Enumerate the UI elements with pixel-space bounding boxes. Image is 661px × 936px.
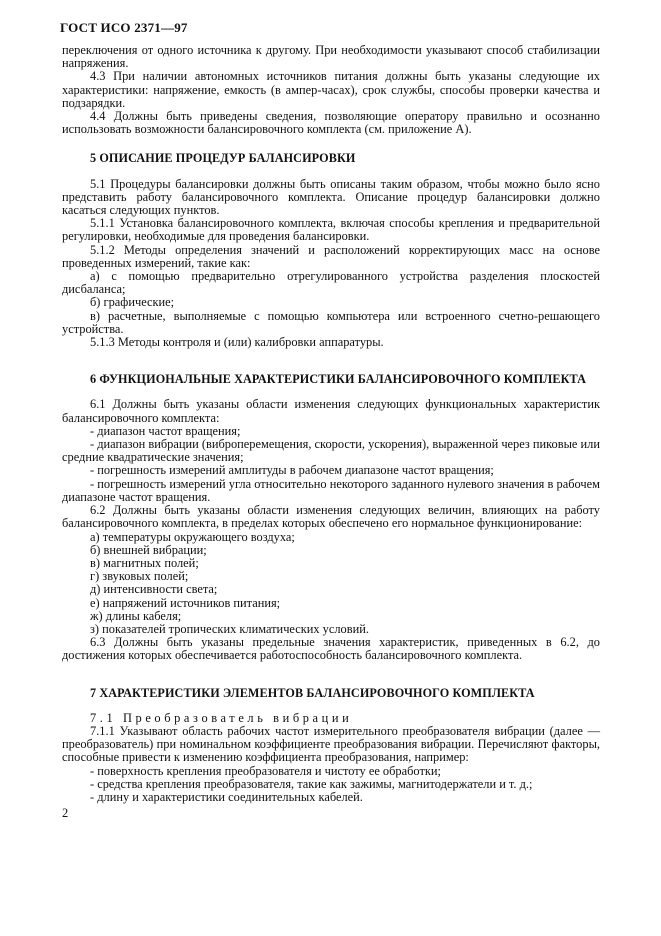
dash-item-6-3: - погрешность измерений амплитуды в рабочем диапазоне частот вращения; [90, 463, 494, 478]
list-item-6-f: е) напряжений источников питания; [90, 595, 281, 610]
paragraph-5-1-3: 5.1.3 Методы контроля и (или) калибровки аппаратуры. [90, 335, 384, 350]
list-item-6-a: а) температуры окружающего воздуха; [90, 529, 295, 544]
paragraph-6-2: 6.2 Должны быть указаны области изменения следующих величин, влияющих на работу балансировочного комплекта, в пределах которых обеспечено его нормальное функционирование: [62, 503, 600, 531]
dash-item-6-2: - диапазон вибрации (виброперемещения, скорости, ускорения), выраженной через пиковые или средние квадратические значения; [62, 437, 600, 465]
page-content [62, 44, 600, 804]
section-7-title: 7 ХАРАКТЕРИСТИКИ ЭЛЕМЕНТОВ БАЛАНСИРОВОЧНОГО КОМПЛЕКТА [90, 685, 535, 700]
list-item-5-c: в) расчетные, выполняемые с помощью компьютера или встроенного счетно-решающего устройства. [62, 308, 600, 336]
list-item-6-c: в) магнитных полей; [90, 555, 199, 570]
list-item-6-d: г) звуковых полей; [90, 569, 189, 584]
list-item-6-b: б) внешней вибрации; [90, 542, 207, 557]
dash-item-7-3: - длину и характеристики соединительных кабелей. [90, 789, 363, 804]
subsection-7-1-title: 7.1 Преобразователь вибрации [90, 710, 353, 725]
paragraph-5-1-1: 5.1.1 Установка балансировочного комплекта, включая способы крепления и предварительной регулировки, необходимые для проведения балансировки. [62, 216, 600, 244]
dash-item-7-2: - средства крепления преобразователя, такие как зажимы, магнитодержатели и т. д.; [90, 776, 533, 791]
dash-item-7-1: - поверхность крепления преобразователя и чистоту ее обработки; [90, 763, 441, 778]
section-6-title: 6 ФУНКЦИОНАЛЬНЫЕ ХАРАКТЕРИСТИКИ БАЛАНСИРОВОЧНОГО КОМПЛЕКТА [90, 372, 587, 387]
list-item-5-a: а) с помощью предварительно отрегулированного устройства разделения плоскостей дисбаланса; [62, 269, 600, 297]
paragraph-6-1: 6.1 Должны быть указаны области изменения следующих функциональных характеристик балансировочного комплекта: [62, 397, 600, 425]
list-item-5-b: б) графические; [90, 295, 175, 310]
paragraph-5-1-2: 5.1.2 Методы определения значений и расположений корректирующих масс на основе проведенных измерений, такие как: [62, 242, 600, 270]
paragraph-continued: переключения от одного источника к другому. При необходимости указывают способ стабилизации напряжения. [62, 43, 600, 71]
dash-item-6-4: - погрешность измерений угла относительно некоторого заданного нулевого значения в рабочем диапазоне частот вращения. [62, 476, 600, 504]
paragraph-6-3: 6.3 Должны быть указаны предельные значения характеристик, приведенных в 6.2, до достижения которых обеспечивается работоспособность балансировочного комплекта. [62, 635, 600, 663]
paragraph-4-4: 4.4 Должны быть приведены сведения, позволяющие оператору правильно и осознанно использовать возможности балансировочного комплекта (см. приложение А). [62, 109, 600, 137]
list-item-6-g: ж) длины кабеля; [90, 608, 182, 623]
paragraph-5-1: 5.1 Процедуры балансировки должны быть описаны таким образом, чтобы можно было ясно представить работу балансировочного комплекта. Описание процедур балансировки должно касаться следующих пунктов. [62, 176, 600, 218]
dash-item-6-1: - диапазон частот вращения; [90, 423, 241, 438]
list-item-6-e: д) интенсивности света; [90, 582, 218, 597]
page-number: 2 [62, 806, 69, 820]
doc-code-header: ГОСТ ИСО 2371—97 [60, 20, 188, 35]
paragraph-7-1-1: 7.1.1 Указывают область рабочих частот измерительного преобразователя вибрации (далее — преобразователь) при номинальном коэффициенте преобразования вибрации. Перечисляют факторы, способные привести к изменению коэффициента преобразования, например: [62, 723, 600, 765]
paragraph-4-3: 4.3 При наличии автономных источников питания должны быть указаны следующие их характеристики: напряжение, емкость (в ампер-часах), срок службы, способы проверки качества и подзарядки. [62, 69, 600, 110]
section-5-title: 5 ОПИСАНИЕ ПРОЦЕДУР БАЛАНСИРОВКИ [90, 151, 356, 166]
list-item-6-h: з) показателей тропических климатических условий. [90, 621, 369, 636]
